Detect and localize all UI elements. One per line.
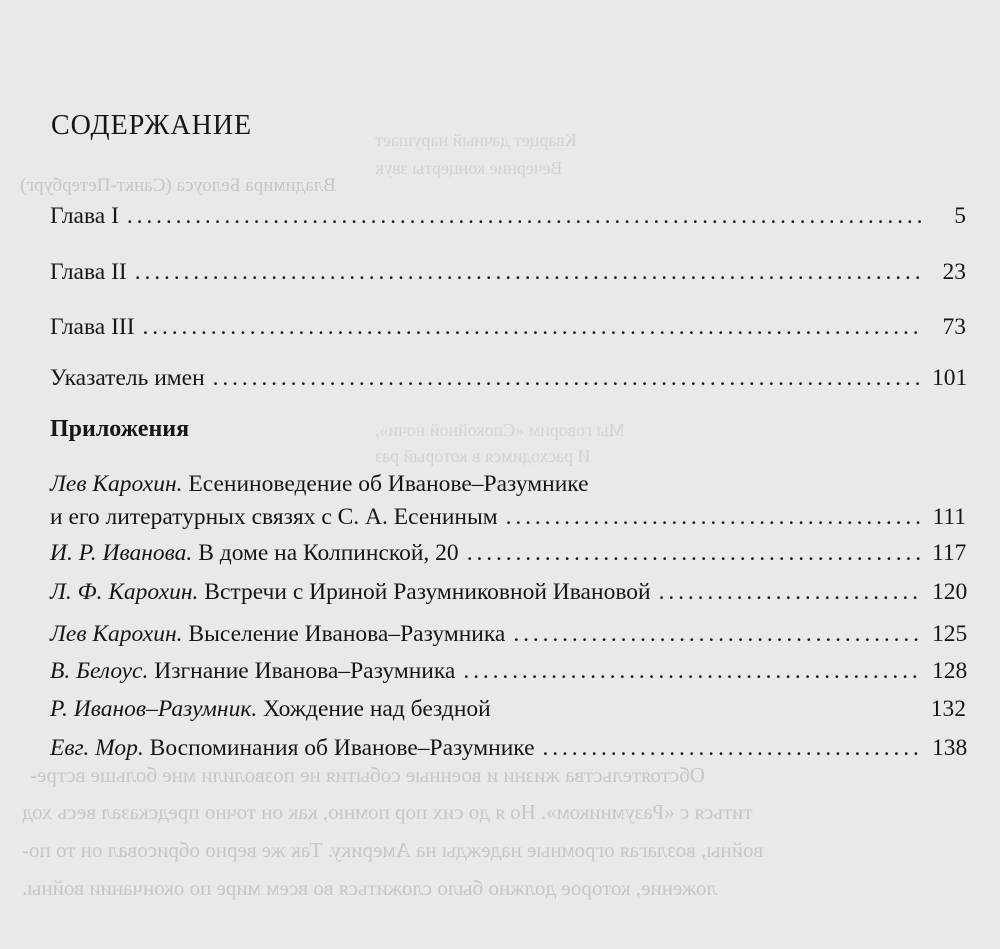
entry-author: И. Р. Иванова. — [50, 540, 193, 566]
entry-title: Изгнание Иванова–Разумника — [154, 658, 456, 684]
toc-entry-chapter-3[interactable] — [50, 311, 966, 344]
entry-label: Глава III — [50, 314, 135, 340]
dot-leader — [659, 576, 922, 609]
toc-entry-appendix-6[interactable] — [50, 693, 966, 726]
page-number: 138 — [932, 735, 968, 761]
ghost-line: И расходимся в который раз — [375, 446, 591, 466]
page-number: 125 — [932, 621, 968, 647]
dot-leader — [543, 732, 922, 765]
page-number: 128 — [932, 658, 968, 684]
ghost-line: Обстоятельства жизни и военные события не позволили мне больше встре- — [30, 763, 705, 787]
toc-entry-appendix-2[interactable] — [50, 537, 966, 570]
ghost-line: Вечерние концерты звук — [375, 158, 563, 178]
toc-entry-name-index[interactable] — [50, 362, 966, 395]
dot-leader — [467, 537, 922, 570]
entry-author: Лев Карохин. — [50, 621, 183, 647]
dot-leader — [135, 256, 922, 289]
page-number: 117 — [932, 540, 967, 566]
dot-leader — [143, 311, 922, 344]
entry-author: В. Белоус. — [50, 658, 149, 684]
toc-entry-appendix-1[interactable] — [50, 468, 966, 534]
entry-title: В доме на Колпинской, 20 — [198, 540, 459, 566]
dot-leader — [506, 501, 922, 534]
entry-title: Хождение над бездной — [263, 696, 491, 722]
page-number: 5 — [954, 203, 966, 229]
appendix-heading: Приложения — [50, 416, 190, 442]
dot-leader — [213, 362, 922, 395]
page-number: 132 — [930, 696, 966, 722]
ghost-line: войны, возлагая огромные надежды на Америку. Так же верно обрисовал он то по- — [22, 838, 764, 862]
ghost-line: Кварцет дачный нарушает — [375, 130, 577, 150]
toc-entry-appendix-4[interactable] — [50, 618, 966, 651]
page-number: 120 — [932, 579, 968, 605]
toc-entry-appendix-7[interactable] — [50, 732, 966, 765]
entry-title: Есениноведение об Иванове–Разумнике — [188, 471, 589, 497]
ghost-line: ложение, которое должно было сложиться во всем мире по окончании войны. — [22, 876, 717, 900]
toc-entry-appendix-5[interactable] — [50, 655, 966, 688]
ghost-line-top — [60, 0, 65, 25]
entry-author: Евг. Мор. — [50, 735, 144, 761]
entry-author: Р. Иванов–Разумник. — [50, 696, 258, 722]
dot-leader — [127, 200, 922, 233]
entry-label: Глава II — [50, 259, 127, 285]
entry-title: Воспоминания об Иванове–Разумнике — [149, 735, 535, 761]
entry-label: Указатель имен — [50, 365, 205, 391]
entry-title-continued: и его литературных связях с С. А. Есениным — [50, 504, 498, 530]
page-number: 23 — [942, 259, 966, 285]
entry-label: Глава I — [50, 203, 119, 229]
ghost-line: титься с «Разумником». Но я до сих пор помню, как он точно предсказал весь ход — [22, 800, 753, 824]
entry-author: Лев Карохин. — [50, 471, 183, 497]
page-number: 101 — [932, 365, 968, 391]
toc-entry-chapter-1[interactable] — [50, 200, 966, 233]
toc-title: СОДЕРЖАНИЕ — [51, 110, 253, 141]
ghost-line: Владимира Белоуса (Санкт-Петербург) — [20, 175, 336, 196]
dot-leader — [513, 618, 922, 651]
toc-entry-chapter-2[interactable] — [50, 256, 966, 289]
entry-author: Л. Ф. Карохин. — [50, 579, 199, 605]
page-number: 73 — [942, 314, 966, 340]
page-number: 111 — [932, 504, 966, 530]
ghost-line: Мы говорим «Спокойной ночи», — [375, 420, 625, 440]
toc-entry-appendix-3[interactable] — [50, 576, 966, 609]
entry-title: Встречи с Ириной Разумниковной Ивановой — [204, 579, 651, 605]
entry-title: Выселение Иванова–Разумника — [188, 621, 506, 647]
dot-leader — [463, 655, 922, 688]
